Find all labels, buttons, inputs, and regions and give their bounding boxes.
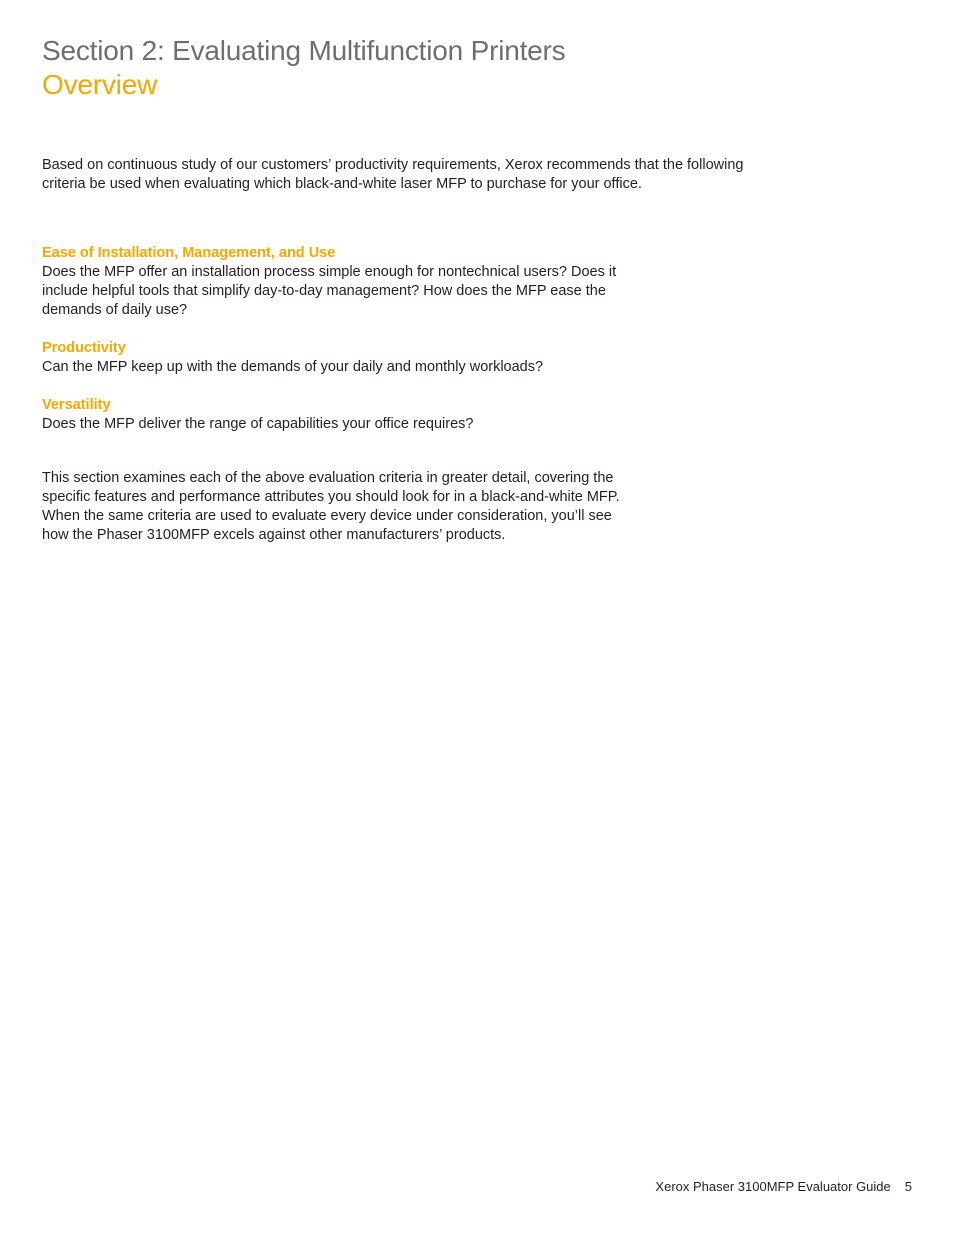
intro-paragraph: Based on continuous study of our customers’ productivity requirements, Xerox recommends that the following criteria be used when evaluating which black-and-white laser MFP to purchase for your office. [42, 157, 744, 192]
criterion-versatility [42, 396, 642, 434]
criterion-body: Does the MFP offer an installation process simple enough for nontechnical users? Does it include helpful tools that simplify day-to-day management? How does the MFP ease the demands of daily use? [42, 264, 617, 318]
criterion-heading: Productivity [42, 340, 126, 356]
criterion-body: Does the MFP deliver the range of capabilities your office requires? [42, 416, 474, 432]
criterion-heading: Versatility [42, 397, 111, 413]
document-page [42, 34, 802, 543]
footer-guide-title: Xerox Phaser 3100MFP Evaluator Guide [655, 1179, 891, 1194]
criterion-ease-of-use [42, 244, 642, 320]
criterion-heading: Ease of Installation, Management, and Use [42, 245, 336, 261]
criterion-body: Can the MFP keep up with the demands of your daily and monthly workloads? [42, 359, 544, 375]
page-number: 5 [904, 1179, 912, 1194]
section-subtitle: Overview [42, 69, 158, 100]
page-footer [655, 1179, 912, 1195]
closing-paragraph: This section examines each of the above evaluation criteria in greater detail, covering the specific features and performance attributes you should look for in a black-and-white MFP. When the same criteria are used to evaluate every device under consideration, you’ll see how the Phaser 3100MFP excels against other manufacturers’ products. [42, 470, 620, 543]
section-title: Section 2: Evaluating Multifunction Printers [42, 35, 566, 66]
criterion-productivity [42, 339, 642, 377]
criteria-list [42, 244, 642, 453]
